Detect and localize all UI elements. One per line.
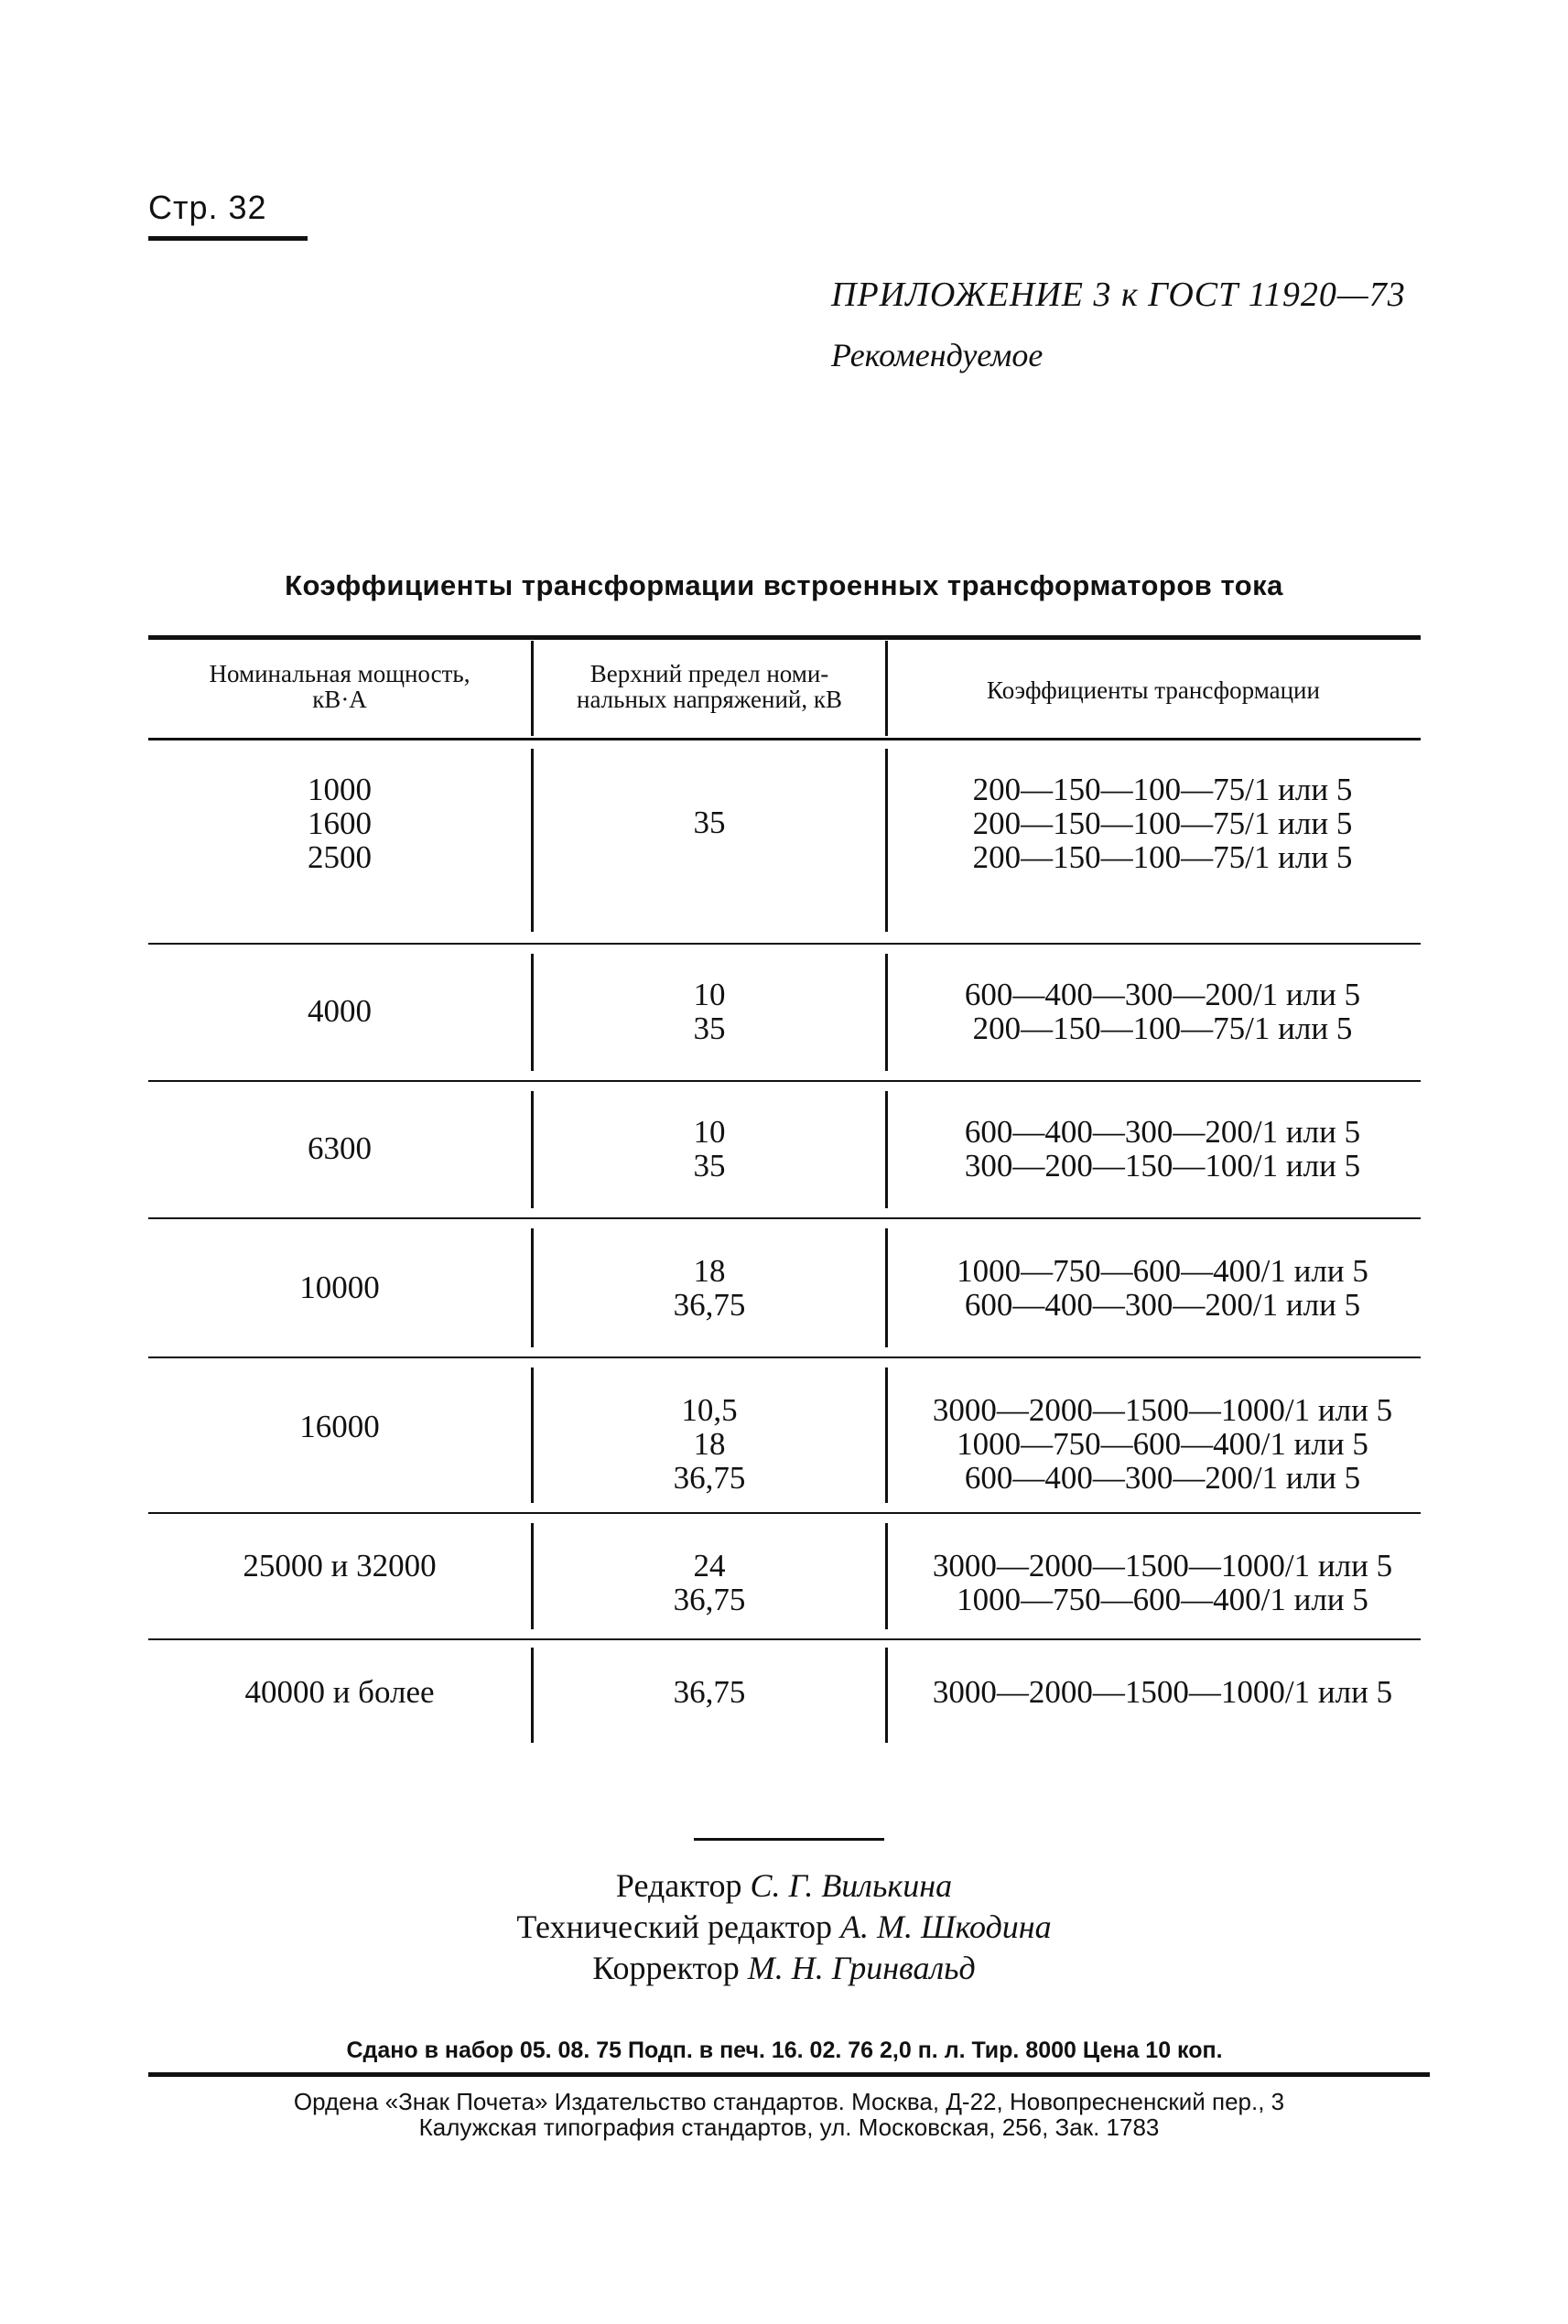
proofreader-line [0,1948,1568,1989]
cell-power: 10000 [299,1270,380,1305]
cell-voltage: 10 35 [693,977,726,1046]
row-divider [148,1512,1421,1514]
row-divider [148,1357,1421,1358]
cell-voltage: 36,75 [673,1674,746,1710]
credits-rule [694,1838,884,1841]
cell-voltage: 18 36,75 [673,1253,746,1323]
row-divider [148,943,1421,945]
editor-line [0,1865,1568,1907]
tech-editor-line [0,1907,1568,1948]
cell-voltage: 35 [693,805,726,840]
column-header-ratios: Коэффициенты трансформации [987,676,1320,704]
editor-label: Редактор [615,1867,742,1904]
page-number: Стр. 32 [148,189,267,226]
table-title: Коэффициенты трансформации встроенных трансформаторов тока [285,569,1283,601]
table-header-rule [148,738,1421,740]
row-divider [148,1080,1421,1082]
cell-power: 16000 [299,1409,380,1444]
proofreader-label: Корректор [592,1950,740,1986]
tech-editor-name: А. М. Шкодина [840,1908,1052,1945]
cell-voltage: 10,5 18 36,75 [673,1392,746,1496]
row-divider [148,1217,1421,1219]
proofreader-name: М. Н. Гринвальд [747,1950,976,1986]
cell-ratios: 3000—2000—1500—1000/1 или 5 1000—750—600—400/1 или 5 [932,1548,1393,1617]
print-imprint: Сдано в набор 05. 08. 75 Подп. в печ. 16. 02. 76 2,0 п. л. Тир. 8000 Цена 10 коп. [346,2038,1223,2063]
row-divider [148,1638,1421,1640]
cell-power: 25000 и 32000 [243,1548,437,1584]
cell-voltage: 24 36,75 [673,1548,746,1617]
cell-power: 4000 [308,993,372,1029]
page-number-rule [148,236,308,241]
cell-power: 40000 и более [244,1674,435,1710]
tech-editor-label: Технический редактор [516,1908,833,1945]
column-header-power: Номинальная мощность, кВ·А [209,660,470,713]
table-top-rule [148,635,1421,640]
cell-voltage: 10 35 [693,1114,726,1184]
cell-ratios: 3000—2000—1500—1000/1 или 5 [932,1674,1393,1710]
imprint-rule [148,2072,1430,2077]
appendix-heading: ПРИЛОЖЕНИЕ 3 к ГОСТ 11920—73 [831,276,1406,314]
column-separator [531,749,534,932]
cell-power: 6300 [308,1130,372,1166]
editor-name: С. Г. Вилькина [750,1867,953,1904]
cell-ratios: 3000—2000—1500—1000/1 или 5 1000—750—600—400/1 или 5 600—400—300—200/1 или 5 [932,1392,1393,1496]
credits-block [0,1865,1568,1989]
cell-power: 1000 1600 2500 [308,772,372,875]
publisher-info: Ордена «Знак Почета» Издательство стандартов. Москва, Д-22, Новопресненский пер., 3 Калужская типография стандартов, ул. Московская, 256, Зак. 1783 [293,2088,1285,2141]
cell-ratios: 600—400—300—200/1 или 5 300—200—150—100/1 или 5 [964,1114,1361,1184]
column-header-voltage: Верхний предел номи- нальных напряжений, кВ [577,660,842,713]
appendix-status: Рекомендуемое [831,337,1044,373]
cell-ratios: 200—150—100—75/1 или 5 200—150—100—75/1 или 5 200—150—100—75/1 или 5 [972,772,1353,875]
cell-ratios: 1000—750—600—400/1 или 5 600—400—300—200/1 или 5 [957,1253,1368,1323]
cell-ratios: 600—400—300—200/1 или 5 200—150—100—75/1 или 5 [964,977,1361,1046]
